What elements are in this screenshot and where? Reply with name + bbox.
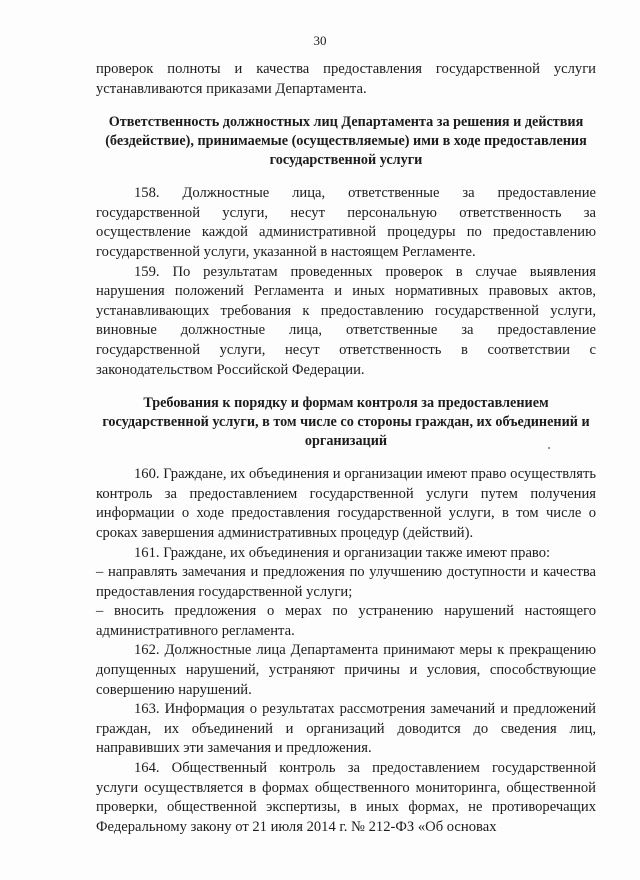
paragraph-159: 159. По результатам проведенных проверок в случае выявления нарушения положений Регламента и иных нормативных правовых актов, устанавливающих требования к предоставлению государственной услуги, виновные должностные лица, ответственные за предоставление государственной услуги, несут ответственность в соответствии с законодательством Российской Федерации. [96, 263, 596, 378]
paragraph-164: 164. Общественный контроль за предоставлением государственной услуги осуществляется в формах общественного мониторинга, общественной проверки, общественной экспертизы, в иных формах, не противоречащих Федеральному закону от 21 июля 2014 г. № 212-ФЗ «Об основах [96, 760, 596, 835]
list-item: – вносить предложения о мерах по устранению нарушений настоящего административного регламента. [96, 603, 596, 639]
paragraph-158: 158. Должностные лица, ответственные за предоставление государственной услуги, несут персональную ответственность за осуществление каждой административной процедуры по предоставлению государственной услуги, указанной в настоящем Регламенте. [96, 185, 596, 260]
section-heading-control-requirements: Требования к порядку и формам контроля за предоставлением государственной услуги, в том числе со стороны граждан, их объединений и организаций [102, 395, 590, 450]
page-number: 30 [313, 33, 327, 48]
paragraph-161: 161. Граждане, их объединения и организации также имеют право: [134, 544, 551, 561]
scan-speck [548, 447, 550, 449]
intro-paragraph: проверок полноты и качества предоставления государственной услуги устанавливаются приказами Департамента. [96, 61, 596, 97]
document-body [96, 60, 596, 837]
list-item: – направлять замечания и предложения по улучшению доступности и качества предоставления государственной услуги; [96, 564, 596, 600]
section-heading-responsibility: Ответственность должностных лиц Департамента за решения и действия (бездействие), принимаемые (осуществляемые) ими в ходе предоставления государственной услуги [105, 114, 587, 169]
paragraph-162: 162. Должностные лица Департамента принимают меры к прекращению допущенных нарушений, устраняют причины и условия, способствующие совершению нарушений. [96, 642, 596, 698]
paragraph-160: 160. Граждане, их объединения и организации имеют право осуществлять контроль за предоставлением государственной услуги путем получения информации о ходе предоставления государственной услуги, в том числе о сроках завершения административных процедур (действий). [96, 466, 596, 541]
paragraph-163: 163. Информация о результатах рассмотрения замечаний и предложений граждан, их объединений и организаций доводится до сведения лиц, направивших эти замечания и предложения. [96, 701, 596, 757]
